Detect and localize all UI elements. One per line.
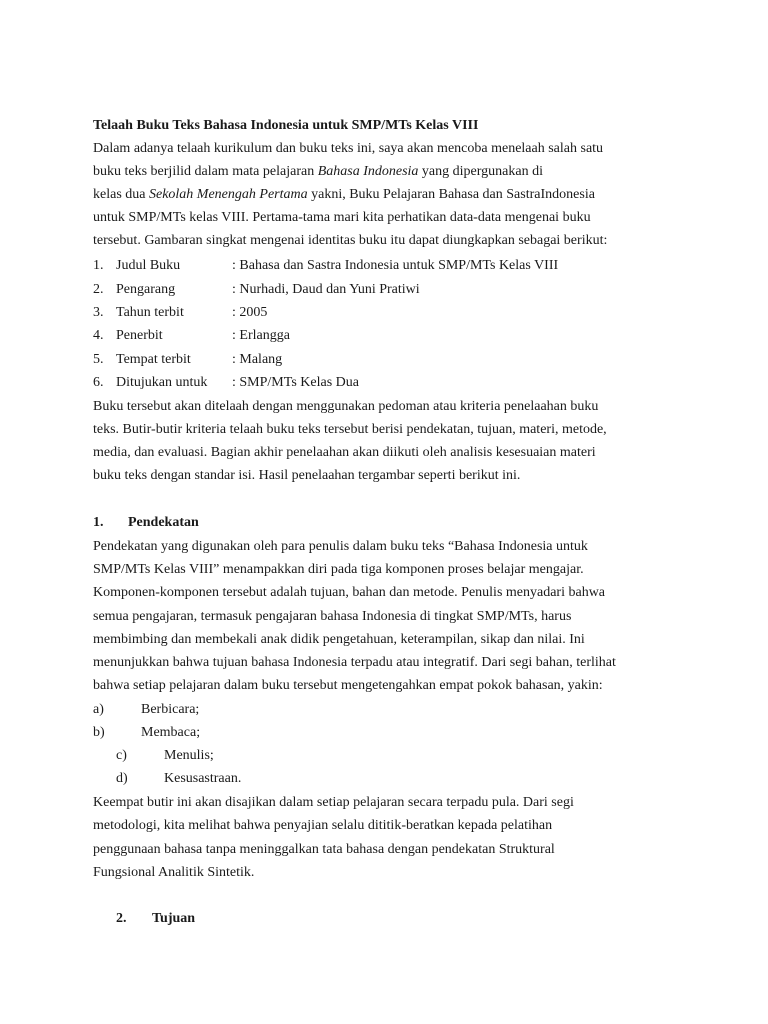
intro-italic: Sekolah Menengah Pertama — [148, 187, 308, 202]
paragraph-line: teks. Butir-butir kriteria telaah buku teks tersebut berisi pendekatan, tujuan, materi, metode, — [93, 422, 607, 437]
identity-label: Tempat terbit — [116, 352, 191, 367]
section-number: 2. — [116, 911, 127, 926]
intro-text: yakni, Buku Pelajaran Bahasa dan SastraIndonesia — [307, 187, 595, 202]
topic-letter: a) — [93, 702, 104, 717]
identity-label: Ditujukan untuk — [116, 375, 208, 390]
intro-line: Dalam adanya telaah kurikulum dan buku teks ini, saya akan mencoba menelaah salah satu — [93, 141, 604, 156]
intro-italic: Bahasa Indonesia — [317, 164, 419, 179]
identity-value: : Bahasa dan Sastra Indonesia untuk SMP/MTs Kelas VIII — [232, 258, 559, 273]
identity-number: 1. — [93, 258, 104, 273]
identity-label: Tahun terbit — [116, 305, 184, 320]
paragraph-line: media, dan evaluasi. Bagian akhir penelaahan akan diikuti oleh analisis kesesuaian materi — [93, 445, 596, 460]
paragraph-line: Keempat butir ini akan disajikan dalam setiap pelajaran secara terpadu pula. Dari segi — [93, 795, 574, 810]
paragraph-line: Buku tersebut akan ditelaah dengan menggunakan pedoman atau kriteria penelaahan buku — [93, 399, 599, 414]
intro-text: buku teks berjilid dalam mata pelajaran — [93, 164, 318, 179]
identity-number: 5. — [93, 352, 104, 367]
identity-label: Penerbit — [116, 328, 163, 343]
section-heading: Pendekatan — [128, 515, 199, 530]
intro-line: tersebut. Gambaran singkat mengenai identitas buku itu dapat diungkapkan sebagai berikut: — [93, 233, 608, 248]
topic-letter: d) — [116, 771, 128, 786]
topic-text: Menulis; — [164, 748, 214, 763]
paragraph-line: membimbing dan membekali anak didik pengetahuan, keterampilan, sikap dan nilai. Ini — [93, 632, 585, 647]
identity-value: : Erlangga — [232, 328, 290, 343]
paragraph-line: metodologi, kita melihat bahwa penyajian selalu dititik-beratkan kepada pelatihan — [93, 818, 553, 833]
intro-line: untuk SMP/MTs kelas VIII. Pertama-tama mari kita perhatikan data-data mengenai buku — [93, 210, 591, 225]
identity-number: 3. — [93, 305, 104, 320]
intro-text: kelas dua — [93, 187, 149, 202]
topic-text: Membaca; — [141, 725, 201, 740]
topic-letter: b) — [93, 725, 105, 740]
paragraph-line: penggunaan bahasa tanpa meninggalkan tata bahasa dengan pendekatan Struktural — [93, 842, 555, 857]
identity-number: 2. — [93, 282, 104, 297]
topic-letter: c) — [116, 748, 127, 763]
paragraph-line: buku teks dengan standar isi. Hasil penelaahan tergambar seperti berikut ini. — [93, 468, 521, 483]
identity-value: : Malang — [232, 352, 283, 367]
identity-number: 4. — [93, 328, 104, 343]
identity-value: : Nurhadi, Daud dan Yuni Pratiwi — [232, 282, 420, 297]
paragraph-line: Komponen-komponen tersebut adalah tujuan, bahan dan metode. Penulis menyadari bahwa — [93, 585, 606, 600]
topic-text: Kesusastraan. — [164, 771, 242, 786]
intro-line — [93, 164, 543, 180]
paragraph-line: Fungsional Analitik Sintetik. — [93, 865, 255, 880]
identity-label: Judul Buku — [116, 258, 181, 273]
identity-number: 6. — [93, 375, 104, 390]
intro-text: yang dipergunakan di — [418, 164, 543, 179]
paragraph-line: semua pengajaran, termasuk pengajaran bahasa Indonesia di tingkat SMP/MTs, harus — [93, 609, 572, 624]
paragraph-line: menunjukkan bahwa tujuan bahasa Indonesia terpadu atau integratif. Dari segi bahan, terlihat — [93, 655, 616, 670]
intro-line — [93, 187, 595, 203]
identity-value: : SMP/MTs Kelas Dua — [232, 375, 359, 390]
section-number: 1. — [93, 515, 104, 530]
paragraph-line: bahwa setiap pelajaran dalam buku tersebut mengetengahkan empat pokok bahasan, yakin: — [93, 678, 603, 693]
topic-text: Berbicara; — [141, 702, 200, 717]
identity-value: : 2005 — [232, 305, 268, 320]
section-heading: Tujuan — [152, 911, 196, 926]
document-title: Telaah Buku Teks Bahasa Indonesia untuk SMP/MTs Kelas VIII — [93, 118, 479, 133]
identity-label: Pengarang — [116, 282, 176, 297]
paragraph-line: Pendekatan yang digunakan oleh para penulis dalam buku teks “Bahasa Indonesia untuk — [93, 539, 588, 554]
paragraph-line: SMP/MTs Kelas VIII” menampakkan diri pada tiga komponen proses belajar mengajar. — [93, 562, 584, 577]
